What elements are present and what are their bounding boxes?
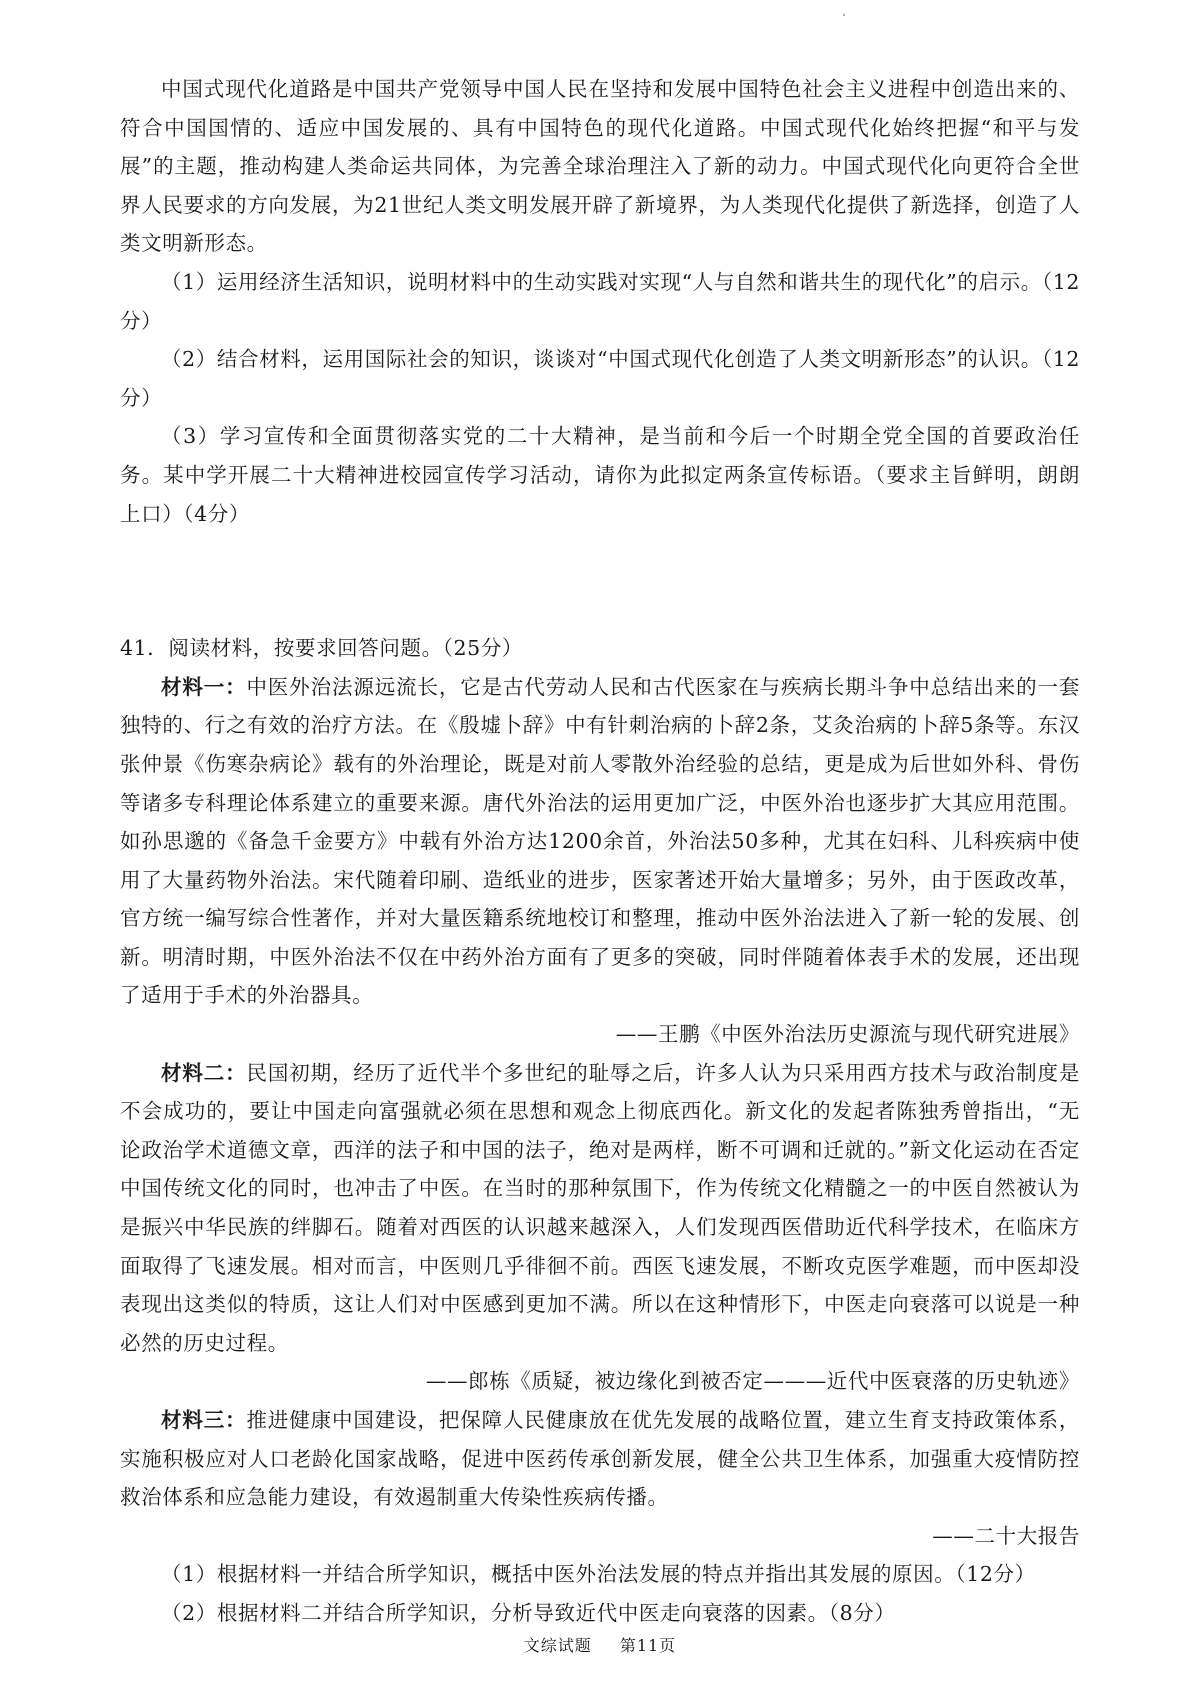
material-1-label: 材料一：: [161, 674, 247, 699]
q41-sub2: （2）根据材料二并结合所学知识，分析导致近代中医走向衰落的因素。（8分）: [161, 1600, 896, 1625]
section-gap: [120, 533, 1080, 629]
material-2: [120, 1054, 1080, 1363]
material-1-text: 中医外治法源远流长，它是古代劳动人民和古代医家在与疾病长期斗争中总结出来的一套独特的、行之有效的治疗方法。在《殷墟卜辞》中有针刺治病的卜辞2条，艾灸治病的卜辞5条等。东汉张仲景《伤寒杂病论》载有的外治理论，既是对前人零散外治经验的总结，更是成为后世如外科、骨伤等诸多专科理论体系建立的重要来源。唐代外治法的运用更加广泛，中医外治也逐步扩大其应用范围。如孙思邈的《备急千金要方》中载有外治方达1200余首，外治法50多种，尤其在妇科、儿科疾病中使用了大量药物外治法。宋代随着印刷、造纸业的进步，医家著述开始大量增多；另外，由于医政改革，官方统一编写综合性著作，并对大量医籍系统地校订和整理，推动中医外治法进入了新一轮的发展、创新。明清时期，中医外治法不仅在中药外治方面有了更多的突破，同时伴随着体表手术的发展，还出现了适用于手术的外治器具。: [120, 674, 1080, 1008]
material-3: [120, 1401, 1080, 1517]
page-content: [120, 70, 1080, 1633]
material-2-text: 民国初期，经历了近代半个多世纪的耻辱之后，许多人认为只采用西方技术与政治制度是不会成功的，要让中国走向富强就必须在思想和观念上彻底西化。新文化的发起者陈独秀曾指出，“无论政治学术道德文章，西洋的法子和中国的法子，绝对是两样，断不可调和迁就的。”新文化运动在否定中国传统文化的同时，也冲击了中医。在当时的那种氛围下，作为传统文化精髓之一的中医自然被认为是振兴中华民族的绊脚石。随着对西医的认识越来越深入，人们发现西医借助近代科学技术，在临床方面取得了飞速发展。相对而言，中医则几乎徘徊不前。西医飞速发展，不断攻克医学难题，而中医却没表现出这类似的特质，这让人们对中医感到更加不满。所以在这种情形下，中医走向衰落可以说是一种必然的历史过程。: [120, 1060, 1080, 1355]
q40-sub2: （2）结合材料，运用国际社会的知识，谈谈对“中国式现代化创造了人类文明新形态”的认识。（12分）: [120, 347, 1080, 410]
scan-speck: [843, 14, 845, 16]
material-3-text: 推进健康中国建设，把保障人民健康放在优先发展的战略位置，建立生育支持政策体系，实施积极应对人口老龄化国家战略，促进中医药传承创新发展，健全公共卫生体系，加强重大疫情防控救治体系和应急能力建设，有效遏制重大传染性疾病传播。: [120, 1408, 1080, 1510]
q40-sub3: （3）学习宣传和全面贯彻落实党的二十大精神，是当前和今后一个时期全党全国的首要政治任务。某中学开展二十大精神进校园宣传学习活动，请你为此拟定两条宣传标语。（要求主旨鲜明，朗朗上口）（4分）: [120, 424, 1080, 526]
page-footer: [0, 1633, 1200, 1656]
material-3-source: ——二十大报告: [932, 1523, 1080, 1548]
intro-paragraph: 中国式现代化道路是中国共产党领导中国人民在坚持和发展中国特色社会主义进程中创造出来的、符合中国国情的、适应中国发展的、具有中国特色的现代化道路。中国式现代化始终把握“和平与发展”的主题，推动构建人类命运共同体，为完善全球治理注入了新的动力。中国式现代化向更符合全世界人民要求的方向发展，为21世纪人类文明发展开辟了新境界，为人类现代化提供了新选择，创造了人类文明新形态。: [120, 77, 1080, 256]
material-1: [120, 668, 1080, 1015]
footer-subject: 文综试题: [523, 1636, 592, 1655]
material-1-source: ——王鹏《中医外治法历史源流与现代研究进展》: [615, 1022, 1080, 1047]
q40-sub1: （1）运用经济生活知识，说明材料中的生动实践对实现“人与自然和谐共生的现代化”的启示。（12分）: [120, 269, 1080, 333]
material-2-source: ——郎栋《质疑，被边缘化到被否定———近代中医衰落的历史轨迹》: [425, 1369, 1080, 1394]
material-3-label: 材料三：: [161, 1408, 247, 1432]
footer-page-number: 第11页: [619, 1636, 677, 1655]
q41-heading: 41．阅读材料，按要求回答问题。（25分）: [120, 636, 524, 661]
q41-sub1: （1）根据材料一并结合所学知识，概括中医外治法发展的特点并指出其发展的原因。（12分）: [161, 1562, 1036, 1587]
material-2-label: 材料二：: [161, 1060, 247, 1085]
